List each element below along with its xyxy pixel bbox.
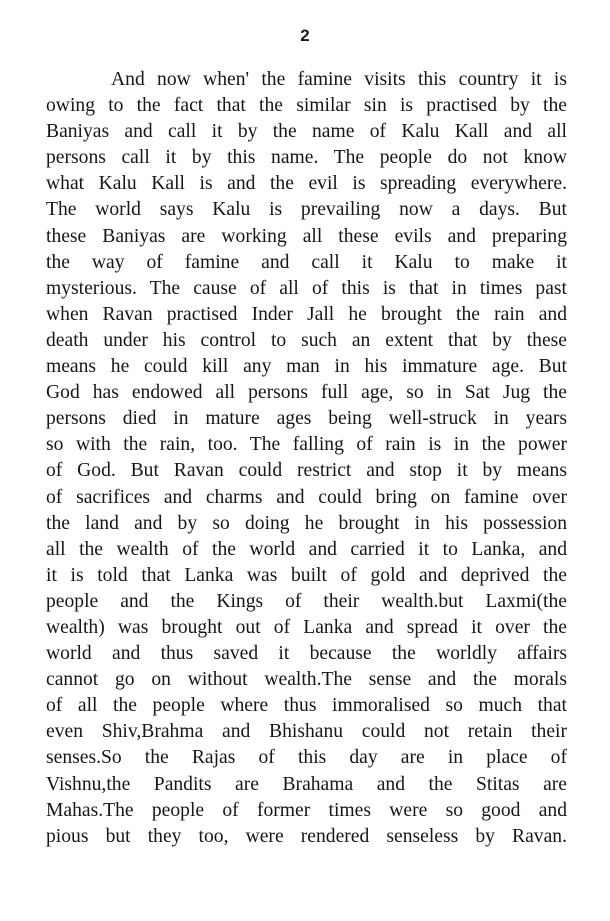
text-line: wealth) was brought out of Lanka and spread it over the <box>46 616 567 638</box>
text-line: Baniyas and call it by the name of Kalu Kall and all <box>46 121 567 143</box>
text-line: the way of famine and call it Kalu to make it <box>46 251 567 273</box>
text-line: of all the people where thus immoralised so much that <box>46 695 567 717</box>
text-line: pious but they too, were rendered senseless by Ravan. <box>46 825 567 847</box>
text-line: death under his control to such an extent that by these <box>46 329 567 351</box>
text-line: Vishnu,the Pandits are Brahama and the Stitas are <box>46 773 567 795</box>
page-number: 2 <box>300 26 310 45</box>
text-line: cannot go on without wealth.The sense and the morals <box>46 669 567 691</box>
text-line: of God. But Ravan could restrict and stop it by means <box>46 460 567 482</box>
text-line: the land and by so doing he brought in his possession <box>46 512 567 534</box>
text-line: The world says Kalu is prevailing now a days. But <box>46 199 567 221</box>
text-line: these Baniyas are working all these evils and preparing <box>46 225 567 247</box>
text-line: And now when' the famine visits this country it is <box>111 69 567 90</box>
text-line: owing to the fact that the similar sin is practised by the <box>46 95 567 117</box>
text-line: Mahas.The people of former times were so good and <box>46 799 567 821</box>
text-line: when Ravan practised Inder Jall he brought the rain and <box>46 303 567 325</box>
text-line: so with the rain, too. The falling of rain is in the power <box>46 434 567 456</box>
text-line: God has endowed all persons full age, so in Sat Jug the <box>46 382 567 404</box>
text-line: of sacrifices and charms and could bring on famine over <box>46 486 567 508</box>
body-paragraph <box>46 67 567 850</box>
text-line: persons call it by this name. The people do not know <box>46 147 567 169</box>
text-line: people and the Kings of their wealth.but Laxmi(the <box>46 590 567 612</box>
text-line: senses.So the Rajas of this day are in place of <box>46 747 567 769</box>
text-line: world and thus saved it because the worldly affairs <box>46 643 567 665</box>
text-line: even Shiv,Brahma and Bhishanu could not retain their <box>46 721 567 743</box>
text-line: all the wealth of the world and carried it to Lanka, and <box>46 538 567 560</box>
text-line: means he could kill any man in his immature age. But <box>46 356 567 378</box>
text-line: mysterious. The cause of all of this is that in times past <box>46 277 567 299</box>
text-line: what Kalu Kall is and the evil is spreading everywhere. <box>46 173 567 195</box>
text-line: it is told that Lanka was built of gold and deprived the <box>46 564 567 586</box>
text-line: persons died in mature ages being well-struck in years <box>46 408 567 430</box>
